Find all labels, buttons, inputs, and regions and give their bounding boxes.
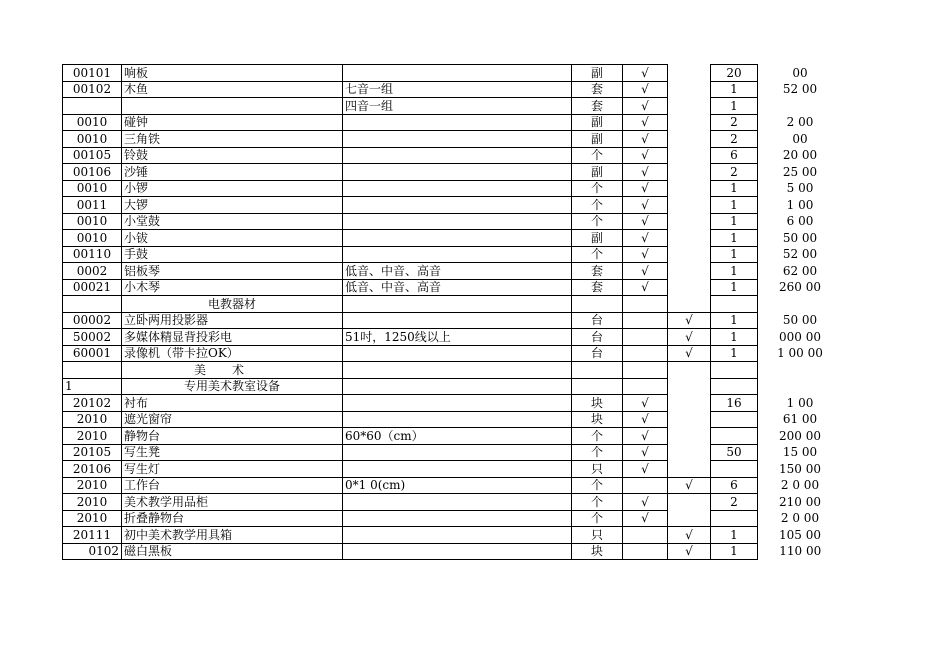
unit-cell[interactable]: 副 bbox=[572, 65, 623, 82]
table-row bbox=[63, 230, 843, 247]
table-row bbox=[63, 428, 843, 445]
unit-cell[interactable]: 个 bbox=[572, 147, 623, 164]
check-cell-2[interactable] bbox=[668, 65, 711, 82]
check-cell-2[interactable] bbox=[668, 197, 711, 214]
name-cell[interactable]: 多媒体精显背投彩电 bbox=[122, 329, 343, 346]
check-cell-2[interactable] bbox=[668, 279, 711, 296]
table-row bbox=[63, 180, 843, 197]
unit-cell[interactable] bbox=[572, 296, 623, 313]
spec-cell[interactable]: 60*60（cm） bbox=[343, 428, 572, 445]
spec-cell[interactable] bbox=[343, 378, 572, 395]
check-cell-1[interactable]: √ bbox=[623, 147, 668, 164]
unit-cell[interactable]: 套 bbox=[572, 81, 623, 98]
table-row bbox=[63, 164, 843, 181]
name-cell[interactable]: 专用美术教室设备 bbox=[122, 378, 343, 395]
spec-cell[interactable] bbox=[343, 510, 572, 527]
code-cell[interactable]: 1 bbox=[63, 378, 122, 395]
name-cell[interactable]: 写生凳 bbox=[122, 444, 343, 461]
code-cell[interactable]: 20102 bbox=[63, 395, 122, 412]
price-cell[interactable]: 2 0 00 bbox=[780, 511, 820, 526]
code-cell[interactable]: 20106 bbox=[63, 461, 122, 478]
table-row bbox=[63, 279, 843, 296]
code-cell[interactable]: 0102 bbox=[63, 543, 122, 560]
check-cell-2[interactable] bbox=[668, 461, 711, 478]
name-cell[interactable]: 木鱼 bbox=[122, 81, 343, 98]
unit-cell[interactable]: 个 bbox=[572, 246, 623, 263]
code-cell[interactable]: 0002 bbox=[63, 263, 122, 280]
unit-cell[interactable]: 只 bbox=[572, 527, 623, 544]
name-cell[interactable] bbox=[122, 98, 343, 115]
check-cell-2[interactable]: √ bbox=[668, 345, 711, 362]
check-cell-1[interactable]: √ bbox=[623, 494, 668, 511]
spec-cell[interactable] bbox=[343, 131, 572, 148]
name-cell[interactable]: 立卧两用投影器 bbox=[122, 312, 343, 329]
name-cell[interactable]: 小堂鼓 bbox=[122, 213, 343, 230]
check-cell-1[interactable]: √ bbox=[623, 461, 668, 478]
unit-cell[interactable]: 个 bbox=[572, 197, 623, 214]
code-cell[interactable]: 0010 bbox=[63, 180, 122, 197]
check-cell-1[interactable] bbox=[623, 345, 668, 362]
unit-cell[interactable]: 块 bbox=[572, 543, 623, 560]
qty-cell[interactable] bbox=[711, 428, 758, 445]
qty-cell[interactable]: 16 bbox=[711, 395, 758, 412]
code-cell[interactable]: 0010 bbox=[63, 131, 122, 148]
spec-cell[interactable]: 低音、中音、高音 bbox=[343, 263, 572, 280]
spec-cell[interactable]: 51吋，1250线以上 bbox=[343, 329, 572, 346]
price-cell[interactable] bbox=[758, 98, 843, 115]
spec-cell[interactable] bbox=[343, 395, 572, 412]
price-cell[interactable] bbox=[758, 296, 843, 313]
table-row bbox=[63, 527, 843, 544]
price-cell[interactable]: 52 00 bbox=[782, 82, 818, 97]
table-row-heading bbox=[63, 362, 843, 379]
name-cell[interactable]: 折叠静物台 bbox=[122, 510, 343, 527]
price-cell[interactable]: 00 bbox=[792, 131, 808, 146]
price-cell[interactable]: 5 00 bbox=[786, 181, 814, 196]
code-cell[interactable]: 2010 bbox=[63, 494, 122, 511]
check-cell-1[interactable]: √ bbox=[623, 164, 668, 181]
unit-cell[interactable]: 个 bbox=[572, 494, 623, 511]
code-cell[interactable]: 0011 bbox=[63, 197, 122, 214]
name-cell[interactable]: 大锣 bbox=[122, 197, 343, 214]
spec-cell[interactable] bbox=[343, 65, 572, 82]
qty-cell[interactable]: 1 bbox=[711, 230, 758, 247]
qty-cell[interactable]: 6 bbox=[711, 147, 758, 164]
table-row bbox=[63, 494, 843, 511]
table-row bbox=[63, 510, 843, 527]
check-cell-1[interactable] bbox=[623, 329, 668, 346]
code-cell[interactable]: 2010 bbox=[63, 477, 122, 494]
table-row bbox=[63, 147, 843, 164]
name-cell[interactable]: 美术 bbox=[122, 362, 343, 379]
code-cell[interactable]: 00110 bbox=[63, 246, 122, 263]
check-cell-1[interactable] bbox=[623, 378, 668, 395]
name-cell[interactable]: 美术教学用品柜 bbox=[122, 494, 343, 511]
check-cell-2[interactable] bbox=[668, 510, 711, 527]
code-cell[interactable] bbox=[63, 362, 122, 379]
table-row bbox=[63, 329, 843, 346]
spec-cell[interactable] bbox=[343, 164, 572, 181]
qty-cell[interactable] bbox=[711, 296, 758, 313]
table-row bbox=[63, 411, 843, 428]
unit-cell[interactable] bbox=[572, 378, 623, 395]
qty-cell[interactable]: 1 bbox=[711, 312, 758, 329]
spec-cell[interactable]: 0*1 0(cm) bbox=[343, 477, 572, 494]
check-cell-1[interactable]: √ bbox=[623, 180, 668, 197]
check-cell-2[interactable] bbox=[668, 246, 711, 263]
check-cell-2[interactable] bbox=[668, 263, 711, 280]
price-cell[interactable]: 62 00 bbox=[782, 263, 818, 278]
check-cell-1[interactable] bbox=[623, 543, 668, 560]
qty-cell[interactable]: 1 bbox=[711, 527, 758, 544]
code-cell[interactable]: 00101 bbox=[63, 65, 122, 82]
unit-cell[interactable]: 块 bbox=[572, 411, 623, 428]
code-cell[interactable]: 0010 bbox=[63, 213, 122, 230]
price-cell[interactable]: 1 00 bbox=[786, 197, 814, 212]
code-cell[interactable]: 00102 bbox=[63, 81, 122, 98]
spec-cell[interactable] bbox=[343, 296, 572, 313]
code-cell[interactable]: 2010 bbox=[63, 510, 122, 527]
table-row bbox=[63, 395, 843, 412]
spec-cell[interactable] bbox=[343, 197, 572, 214]
check-cell-1[interactable]: √ bbox=[623, 279, 668, 296]
spec-cell[interactable] bbox=[343, 494, 572, 511]
qty-cell[interactable]: 2 bbox=[711, 131, 758, 148]
unit-cell[interactable]: 套 bbox=[572, 263, 623, 280]
price-cell[interactable]: 50 00 bbox=[782, 313, 818, 328]
price-cell[interactable]: 200 00 bbox=[779, 428, 821, 443]
qty-cell[interactable] bbox=[711, 362, 758, 379]
price-cell[interactable]: 2 00 bbox=[786, 115, 814, 130]
unit-cell[interactable] bbox=[572, 362, 623, 379]
check-cell-2[interactable] bbox=[668, 230, 711, 247]
spec-cell[interactable] bbox=[343, 312, 572, 329]
check-cell-2[interactable] bbox=[668, 164, 711, 181]
qty-cell[interactable]: 1 bbox=[711, 81, 758, 98]
spec-cell[interactable] bbox=[343, 444, 572, 461]
check-cell-2[interactable] bbox=[668, 213, 711, 230]
price-cell[interactable]: 1 00 00 bbox=[777, 346, 823, 361]
price-cell[interactable]: 110 00 bbox=[779, 544, 822, 559]
check-cell-1[interactable] bbox=[623, 362, 668, 379]
check-cell-1[interactable] bbox=[623, 296, 668, 313]
table-row bbox=[63, 197, 843, 214]
spec-cell[interactable] bbox=[343, 114, 572, 131]
unit-cell[interactable]: 个 bbox=[572, 444, 623, 461]
spec-cell[interactable]: 低音、中音、高音 bbox=[343, 279, 572, 296]
check-cell-2[interactable] bbox=[668, 114, 711, 131]
check-cell-1[interactable]: √ bbox=[623, 411, 668, 428]
spec-cell[interactable] bbox=[343, 362, 572, 379]
qty-cell[interactable]: 1 bbox=[711, 197, 758, 214]
check-cell-1[interactable]: √ bbox=[623, 98, 668, 115]
check-cell-2[interactable]: √ bbox=[668, 312, 711, 329]
check-cell-2[interactable] bbox=[668, 147, 711, 164]
name-cell[interactable]: 碰钟 bbox=[122, 114, 343, 131]
unit-cell[interactable]: 个 bbox=[572, 510, 623, 527]
check-cell-1[interactable] bbox=[623, 527, 668, 544]
unit-cell[interactable]: 只 bbox=[572, 461, 623, 478]
unit-cell[interactable]: 台 bbox=[572, 312, 623, 329]
name-cell[interactable]: 响板 bbox=[122, 65, 343, 82]
code-cell[interactable] bbox=[63, 98, 122, 115]
code-cell[interactable]: 2010 bbox=[63, 428, 122, 445]
table-row bbox=[63, 213, 843, 230]
name-cell[interactable]: 铃鼓 bbox=[122, 147, 343, 164]
check-cell-2[interactable] bbox=[668, 494, 711, 511]
table-row bbox=[63, 477, 843, 494]
code-cell[interactable]: 00105 bbox=[63, 147, 122, 164]
unit-cell[interactable]: 副 bbox=[572, 114, 623, 131]
check-cell-2[interactable] bbox=[668, 378, 711, 395]
qty-cell[interactable]: 20 bbox=[711, 65, 758, 82]
code-cell[interactable]: 0010 bbox=[63, 114, 122, 131]
check-cell-2[interactable] bbox=[668, 98, 711, 115]
code-cell[interactable]: 00021 bbox=[63, 279, 122, 296]
code-cell[interactable]: 20111 bbox=[63, 527, 122, 544]
qty-cell[interactable]: 1 bbox=[711, 98, 758, 115]
name-cell[interactable]: 初中美术教学用具箱 bbox=[122, 527, 343, 544]
table-row bbox=[63, 98, 843, 115]
code-cell[interactable]: 00002 bbox=[63, 312, 122, 329]
check-cell-2[interactable] bbox=[668, 444, 711, 461]
price-cell[interactable] bbox=[758, 362, 843, 379]
check-cell-1[interactable]: √ bbox=[623, 213, 668, 230]
unit-cell[interactable]: 个 bbox=[572, 213, 623, 230]
check-cell-1[interactable] bbox=[623, 312, 668, 329]
unit-cell[interactable]: 个 bbox=[572, 477, 623, 494]
unit-cell[interactable]: 台 bbox=[572, 329, 623, 346]
spec-cell[interactable]: 七音一组 bbox=[343, 81, 572, 98]
price-cell[interactable]: 61 00 bbox=[782, 412, 818, 427]
table-row bbox=[63, 131, 843, 148]
name-cell[interactable]: 电教器材 bbox=[122, 296, 343, 313]
unit-cell[interactable]: 块 bbox=[572, 395, 623, 412]
check-cell-1[interactable]: √ bbox=[623, 444, 668, 461]
spec-cell[interactable] bbox=[343, 411, 572, 428]
check-cell-1[interactable]: √ bbox=[623, 114, 668, 131]
qty-cell[interactable]: 2 bbox=[711, 494, 758, 511]
name-cell[interactable]: 铝板琴 bbox=[122, 263, 343, 280]
name-cell[interactable]: 遮光窗帘 bbox=[122, 411, 343, 428]
spec-cell[interactable]: 四音一组 bbox=[343, 98, 572, 115]
name-cell[interactable]: 三角铁 bbox=[122, 131, 343, 148]
spec-cell[interactable] bbox=[343, 543, 572, 560]
check-cell-1[interactable]: √ bbox=[623, 428, 668, 445]
price-cell[interactable]: 52 00 bbox=[782, 247, 818, 262]
spec-cell[interactable] bbox=[343, 527, 572, 544]
qty-cell[interactable] bbox=[711, 378, 758, 395]
spreadsheet-body bbox=[63, 65, 843, 560]
price-cell[interactable]: 210 00 bbox=[779, 494, 821, 509]
check-cell-1[interactable]: √ bbox=[623, 230, 668, 247]
qty-cell[interactable] bbox=[711, 461, 758, 478]
name-cell[interactable]: 写生灯 bbox=[122, 461, 343, 478]
check-cell-2[interactable] bbox=[668, 428, 711, 445]
spec-cell[interactable] bbox=[343, 246, 572, 263]
code-cell[interactable]: 60001 bbox=[63, 345, 122, 362]
qty-cell[interactable]: 1 bbox=[711, 263, 758, 280]
table-row bbox=[63, 461, 843, 478]
check-cell-1[interactable]: √ bbox=[623, 131, 668, 148]
spec-cell[interactable] bbox=[343, 461, 572, 478]
check-cell-1[interactable]: √ bbox=[623, 395, 668, 412]
name-cell[interactable]: 静物台 bbox=[122, 428, 343, 445]
qty-cell[interactable]: 1 bbox=[711, 329, 758, 346]
spec-cell[interactable] bbox=[343, 213, 572, 230]
qty-cell[interactable]: 6 bbox=[711, 477, 758, 494]
price-cell[interactable]: 25 00 bbox=[782, 164, 818, 179]
check-cell-2[interactable] bbox=[668, 131, 711, 148]
table-row bbox=[63, 444, 843, 461]
price-cell[interactable]: 00 bbox=[792, 65, 808, 80]
check-cell-1[interactable]: √ bbox=[623, 246, 668, 263]
check-cell-2[interactable]: √ bbox=[668, 477, 711, 494]
qty-cell[interactable]: 1 bbox=[711, 213, 758, 230]
check-cell-2[interactable] bbox=[668, 362, 711, 379]
unit-cell[interactable]: 台 bbox=[572, 345, 623, 362]
qty-cell[interactable] bbox=[711, 510, 758, 527]
spec-cell[interactable] bbox=[343, 345, 572, 362]
table-row bbox=[63, 263, 843, 280]
price-cell[interactable]: 2 0 00 bbox=[780, 478, 820, 493]
code-cell[interactable]: 2010 bbox=[63, 411, 122, 428]
unit-cell[interactable]: 个 bbox=[572, 180, 623, 197]
spec-cell[interactable] bbox=[343, 230, 572, 247]
unit-cell[interactable]: 副 bbox=[572, 230, 623, 247]
price-cell[interactable]: 50 00 bbox=[782, 230, 818, 245]
name-cell[interactable]: 衬布 bbox=[122, 395, 343, 412]
price-cell[interactable]: 6 00 bbox=[786, 214, 814, 229]
price-cell[interactable]: 260 00 bbox=[779, 280, 821, 295]
qty-cell[interactable]: 1 bbox=[711, 180, 758, 197]
price-cell[interactable]: 000 00 bbox=[779, 329, 821, 344]
price-cell[interactable]: 105 00 bbox=[779, 527, 821, 542]
spec-cell[interactable] bbox=[343, 180, 572, 197]
name-cell[interactable]: 小钹 bbox=[122, 230, 343, 247]
unit-cell[interactable]: 套 bbox=[572, 279, 623, 296]
table-row-subsection bbox=[63, 378, 843, 395]
spec-cell[interactable] bbox=[343, 147, 572, 164]
unit-cell[interactable]: 个 bbox=[572, 428, 623, 445]
check-cell-1[interactable]: √ bbox=[623, 197, 668, 214]
name-cell[interactable]: 沙锤 bbox=[122, 164, 343, 181]
code-cell[interactable]: 50002 bbox=[63, 329, 122, 346]
price-cell[interactable]: 1 00 bbox=[786, 395, 814, 410]
check-cell-2[interactable] bbox=[668, 180, 711, 197]
check-cell-1[interactable]: √ bbox=[623, 510, 668, 527]
table-row-section bbox=[63, 296, 843, 313]
check-cell-1[interactable] bbox=[623, 477, 668, 494]
qty-cell[interactable]: 50 bbox=[711, 444, 758, 461]
price-cell[interactable] bbox=[758, 378, 843, 395]
qty-cell[interactable] bbox=[711, 411, 758, 428]
qty-cell[interactable]: 1 bbox=[711, 345, 758, 362]
name-cell[interactable]: 手鼓 bbox=[122, 246, 343, 263]
price-cell[interactable]: 20 00 bbox=[782, 148, 818, 163]
code-cell[interactable]: 20105 bbox=[63, 444, 122, 461]
check-cell-2[interactable] bbox=[668, 81, 711, 98]
check-cell-2[interactable]: √ bbox=[668, 329, 711, 346]
table-row bbox=[63, 65, 843, 82]
code-cell[interactable] bbox=[63, 296, 122, 313]
name-cell[interactable]: 小木琴 bbox=[122, 279, 343, 296]
name-cell[interactable]: 录像机（带卡拉OK） bbox=[122, 345, 343, 362]
name-cell[interactable]: 小锣 bbox=[122, 180, 343, 197]
table-row bbox=[63, 312, 843, 329]
table-row bbox=[63, 81, 843, 98]
qty-cell[interactable]: 1 bbox=[711, 279, 758, 296]
unit-cell[interactable]: 副 bbox=[572, 164, 623, 181]
equipment-spreadsheet bbox=[62, 64, 843, 560]
qty-cell[interactable]: 2 bbox=[711, 164, 758, 181]
table-row bbox=[63, 246, 843, 263]
check-cell-2[interactable]: √ bbox=[668, 527, 711, 544]
qty-cell[interactable]: 1 bbox=[711, 246, 758, 263]
qty-cell[interactable]: 2 bbox=[711, 114, 758, 131]
price-cell[interactable]: 150 00 bbox=[779, 461, 821, 476]
check-cell-2[interactable]: √ bbox=[668, 543, 711, 560]
check-cell-2[interactable] bbox=[668, 296, 711, 313]
unit-cell[interactable]: 副 bbox=[572, 131, 623, 148]
qty-cell[interactable]: 1 bbox=[711, 543, 758, 560]
check-cell-1[interactable]: √ bbox=[623, 81, 668, 98]
check-cell-2[interactable] bbox=[668, 395, 711, 412]
check-cell-1[interactable]: √ bbox=[623, 65, 668, 82]
table-row bbox=[63, 114, 843, 131]
code-cell[interactable]: 0010 bbox=[63, 230, 122, 247]
table-row bbox=[63, 345, 843, 362]
price-cell[interactable]: 15 00 bbox=[782, 445, 818, 460]
name-cell[interactable]: 工作台 bbox=[122, 477, 343, 494]
name-cell[interactable]: 磁白黑板 bbox=[122, 543, 343, 560]
table-row bbox=[63, 543, 843, 560]
unit-cell[interactable]: 套 bbox=[572, 98, 623, 115]
check-cell-2[interactable] bbox=[668, 411, 711, 428]
code-cell[interactable]: 00106 bbox=[63, 164, 122, 181]
check-cell-1[interactable]: √ bbox=[623, 263, 668, 280]
